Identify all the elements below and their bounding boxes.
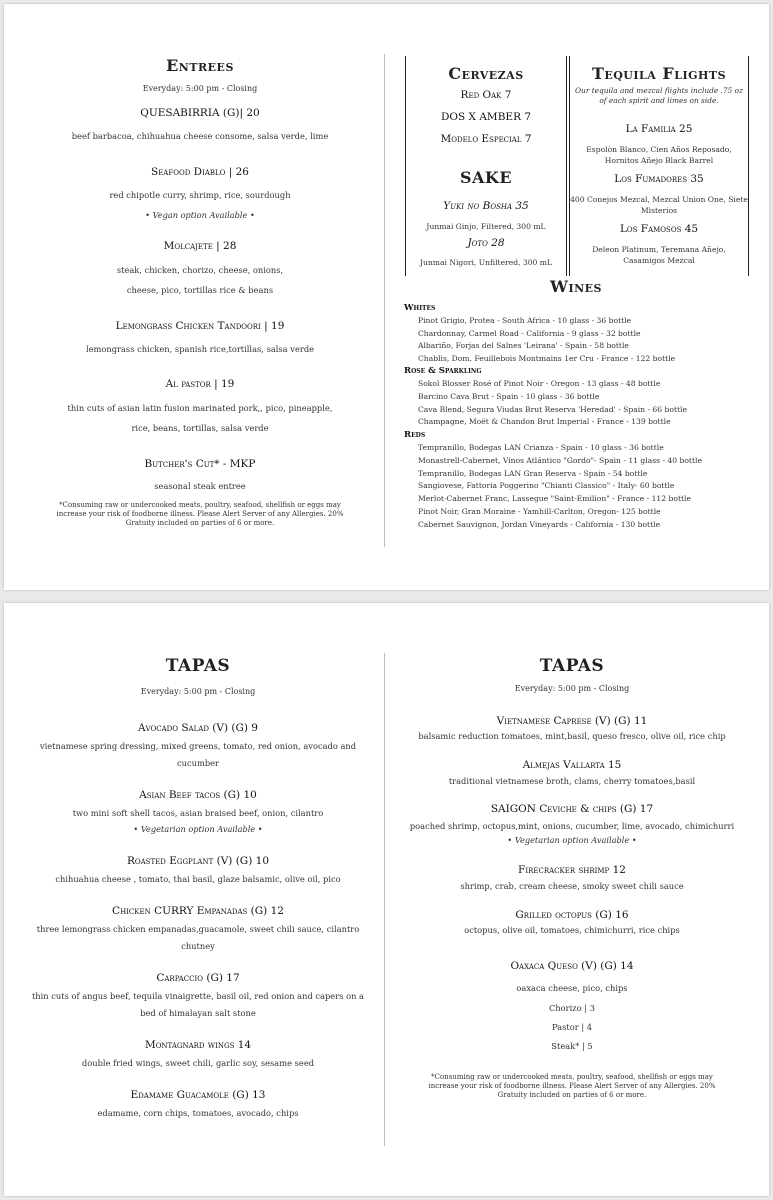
menu-item-name: Edamame Guacamole (G) 13 (130, 1089, 266, 1101)
addon-item: Chorizo | 3 (548, 1003, 596, 1013)
menu-item-desc: three lemongrass chicken empanadas,guacamole, sweet chili sauce, cilantro (36, 924, 360, 934)
tapas-title: TAPAS (539, 656, 605, 676)
tapas-hours: Everyday: 5:00 pm - Closing (140, 687, 256, 696)
tapas-left-section (28, 603, 368, 1196)
menu-item-desc: double fried wings, sweet chili, garlic soy, sesame seed (81, 1058, 315, 1068)
menu-item-desc: octopus, olive oil, tomatoes, chimichurri, rice chips (464, 925, 680, 935)
menu-item-desc: cucumber (176, 758, 220, 768)
menu-item-name: SAIGON Ceviche & chips (G) 17 (490, 803, 654, 815)
disclaimer-line: increase your risk of foodborne illness. Please Alert Server of any Allergies. 20% (428, 1082, 716, 1090)
menu-item-desc: edamame, corn chips, tomatoes, avocado, chips (97, 1108, 299, 1118)
flight-desc: Misterios (640, 206, 678, 215)
wine-item: Monastrell-Cabernet, Vinos Atlántico "Gordo"- Spain - 11 glass - 40 bottle (418, 456, 702, 465)
wine-item: Tempranillo, Bodegas LAN Crianza - Spain - 10 glass - 36 bottle (418, 443, 664, 452)
menu-item-name: Asian Beef tacos (G) 10 (139, 789, 257, 801)
menu-item-desc: traditional vietnamese broth, clams, cherry tomatoes,basil (448, 776, 696, 786)
wine-item: Tempranillo, Bodegas LAN Gran Reserva - Spain - 54 bottle (418, 469, 648, 478)
wine-group-heading: Reds (404, 430, 426, 440)
menu-page-1 (4, 4, 769, 590)
menu-item-name: Roasted Eggplant (V) (G) 10 (126, 855, 269, 867)
flight-desc: 400 Conejos Mezcal, Mezcal Union One, Siete (570, 195, 748, 204)
tequila-intro: Our tequila and mezcal flights include .75 oz (575, 86, 743, 95)
menu-item-name: Grilled octopus (G) 16 (515, 909, 629, 921)
tapas-hours: Everyday: 5:00 pm - Closing (514, 684, 630, 693)
disclaimer-line: Gratuity included on parties of 6 or more. (125, 519, 275, 527)
flight-name: La Familia 25 (625, 123, 693, 135)
menu-item-desc: rice, beans, tortillas, salsa verde (131, 423, 269, 433)
wine-item: Barcino Cava Brut - Spain - 10 glass - 36 bottle (418, 392, 600, 401)
beer-item: Red Oak 7 (460, 89, 512, 101)
tequila-flights-box (569, 56, 749, 276)
menu-item-desc: thin cuts of angus beef, tequila vinaigrette, basil oil, red onion and capers on a (31, 991, 365, 1001)
tequila-title: Tequila Flights (591, 64, 727, 83)
menu-page-2 (4, 603, 769, 1196)
addon-item: Steak* | 5 (551, 1041, 593, 1051)
cervezas-title: Cervezas (448, 64, 524, 83)
flight-desc: Casamigos Mezcal (623, 256, 695, 265)
wine-item: Cava Blend, Segura Viudas Brut Reserva 'Heredad' - Spain - 66 bottle (418, 405, 687, 414)
sake-title: SAKE (459, 168, 513, 187)
wine-item: Cabernet Sauvignon, Jordan Vineyards - California - 130 bottle (418, 520, 661, 529)
menu-item-name: Molcajete | 28 (163, 240, 237, 252)
menu-item-name: Lemongrass Chicken Tandoori | 19 (115, 320, 285, 332)
sake-item-name: Joto 28 (467, 237, 505, 249)
menu-item-desc: steak, chicken, chorizo, cheese, onions, (116, 265, 284, 275)
menu-item-name: Chicken CURRY Empanadas (G) 12 (112, 905, 284, 917)
flight-name: Los Famosos 45 (619, 223, 699, 235)
page-divider (384, 54, 385, 547)
menu-item-desc: balsamic reduction tomatoes, mint,basil, queso fresco, olive oil, rice chip (418, 731, 726, 741)
wine-item: Pinot Grigio, Protea - South Africa - 10 glass - 36 bottle (418, 316, 632, 325)
menu-item-name: Montagnard wings 14 (144, 1039, 252, 1051)
menu-item-desc: poached shrimp, octopus,mint, onions, cucumber, lime, avocado, chimichurri (409, 821, 735, 831)
menu-item-desc: thin cuts of asian latin fusion marinated pork,, pico, pineapple, (67, 403, 333, 413)
menu-item-desc: bed of himalayan salt stone (140, 1008, 256, 1018)
menu-item-desc: shrimp, crab, cream cheese, smoky sweet chili sauce (460, 881, 684, 891)
menu-item-name: Firecracker shrimp 12 (518, 864, 626, 876)
sake-item-desc: Junmai Nigori, Unfiltered, 300 mL (419, 258, 553, 267)
menu-item-note: • Vegetarian option Available • (133, 824, 263, 834)
sake-item-desc: Junmai Ginjo, Filtered, 300 mL (426, 222, 546, 231)
wine-item: Champagne, Moët & Chandon Brut Imperial - France - 139 bottle (418, 417, 671, 426)
menu-item-name: Almejas Vallarta 15 (522, 759, 622, 771)
menu-item-name: QUESABIRRIA (G)| 20 (140, 107, 260, 119)
disclaimer-line: Gratuity included on parties of 6 or more. (497, 1091, 647, 1099)
menu-item-desc: two mini soft shell tacos, asian braised beef, onion, cilantro (72, 808, 324, 818)
menu-item-desc: seasonal steak entree (154, 481, 246, 491)
wine-item: Albariño, Forjas del Salnes 'Leirana' - Spain - 58 bottle (418, 341, 629, 350)
sake-item-name: Yuki no Bosha 35 (443, 200, 529, 212)
tequila-intro: of each spirit and limes on side. (599, 96, 719, 105)
menu-item-note: • Vegan option Available • (145, 210, 255, 220)
wine-item: Chardonnay, Carmel Road - California - 9 glass - 32 bottle (418, 329, 641, 338)
menu-item-name: Seafood Diablo | 26 (151, 166, 249, 178)
menu-item-name: Vietnamese Caprese (V) (G) 11 (496, 715, 648, 727)
menu-item-name: Avocado Salad (V) (G) 9 (138, 722, 258, 734)
menu-item-note: • Vegetarian option Available • (507, 835, 637, 845)
entrees-section (34, 4, 366, 590)
menu-item-desc: vietnamese spring dressing, mixed greens, tomato, red onion, avocado and (39, 741, 357, 751)
addon-item: Pastor | 4 (551, 1022, 593, 1032)
wine-item: Chablis, Dom. Feuillebois Montmains 1er Cru - France - 122 bottle (418, 354, 676, 363)
wine-item: Pinot Noir, Gran Moraine - Yamhill-Carlton, Oregon- 125 bottle (418, 507, 661, 516)
wine-group-heading: Whites (404, 303, 436, 313)
flight-desc: Deleon Platinum, Teremana Añejo, (592, 245, 726, 254)
wine-item: Merlot-Cabernet Franc, Lassegue "Saint-Emilion" - France - 112 bottle (418, 494, 691, 503)
menu-item-desc: cheese, pico, tortillas rice & beans (126, 285, 274, 295)
disclaimer-line: increase your risk of foodborne illness. Please Alert Server of any Allergies. 20% (56, 510, 344, 518)
beer-item: DOS X AMBER 7 (440, 111, 531, 123)
tapas-title: TAPAS (165, 656, 231, 676)
flight-desc: Hornitos Añejo Black Barrel (604, 156, 714, 165)
wines-title: Wines (550, 277, 602, 296)
menu-item-desc: chutney (181, 941, 215, 951)
cervezas-sake-box (405, 56, 567, 276)
menu-item-name: Carpaccio (G) 17 (156, 972, 240, 984)
page-divider (384, 653, 385, 1146)
flight-desc: Espolòn Blanco, Cien Años Reposado, (586, 145, 732, 154)
menu-item-desc: beef barbacoa, chihuahua cheese consome, salsa verde, lime (71, 131, 329, 141)
menu-item-desc: oaxaca cheese, pico, chips (516, 983, 628, 993)
menu-item-desc: lemongrass chicken, spanish rice,tortillas, salsa verde (85, 344, 315, 354)
wine-item: Sokol Blosser Rosé of Pinot Noir - Oregon - 13 glass - 48 bottle (418, 379, 661, 388)
menu-item-name: Al pastor | 19 (165, 378, 235, 390)
menu-item-name: Butcher's Cut* - MKP (144, 458, 256, 470)
entrees-hours: Everyday: 5:00 pm - Closing (142, 84, 258, 93)
menu-item-name: Oaxaca Queso (V) (G) 14 (510, 960, 634, 972)
menu-item-desc: red chipotle curry, shrimp, rice, sourdough (109, 190, 291, 200)
disclaimer-line: *Consuming raw or undercooked meats, poultry, seafood, shellfish or eggs may (431, 1073, 713, 1081)
entrees-title: Entrees (166, 56, 234, 75)
flight-name: Los Fumadores 35 (614, 173, 704, 185)
disclaimer-line: *Consuming raw or undercooked meats, poultry, seafood, shellfish or eggs may (59, 501, 341, 509)
menu-item-desc: chihuahua cheese , tomato, thai basil, glaze balsamic, olive oil, pico (55, 874, 341, 884)
wine-group-heading: Rose & Sparkling (404, 366, 482, 376)
tapas-right-section (402, 603, 742, 1196)
beer-item: Modelo Especial 7 (440, 133, 532, 145)
wine-item: Sangiovese, Fattoria Poggerino "Chianti Classico" - Italy- 60 bottle (418, 481, 675, 490)
